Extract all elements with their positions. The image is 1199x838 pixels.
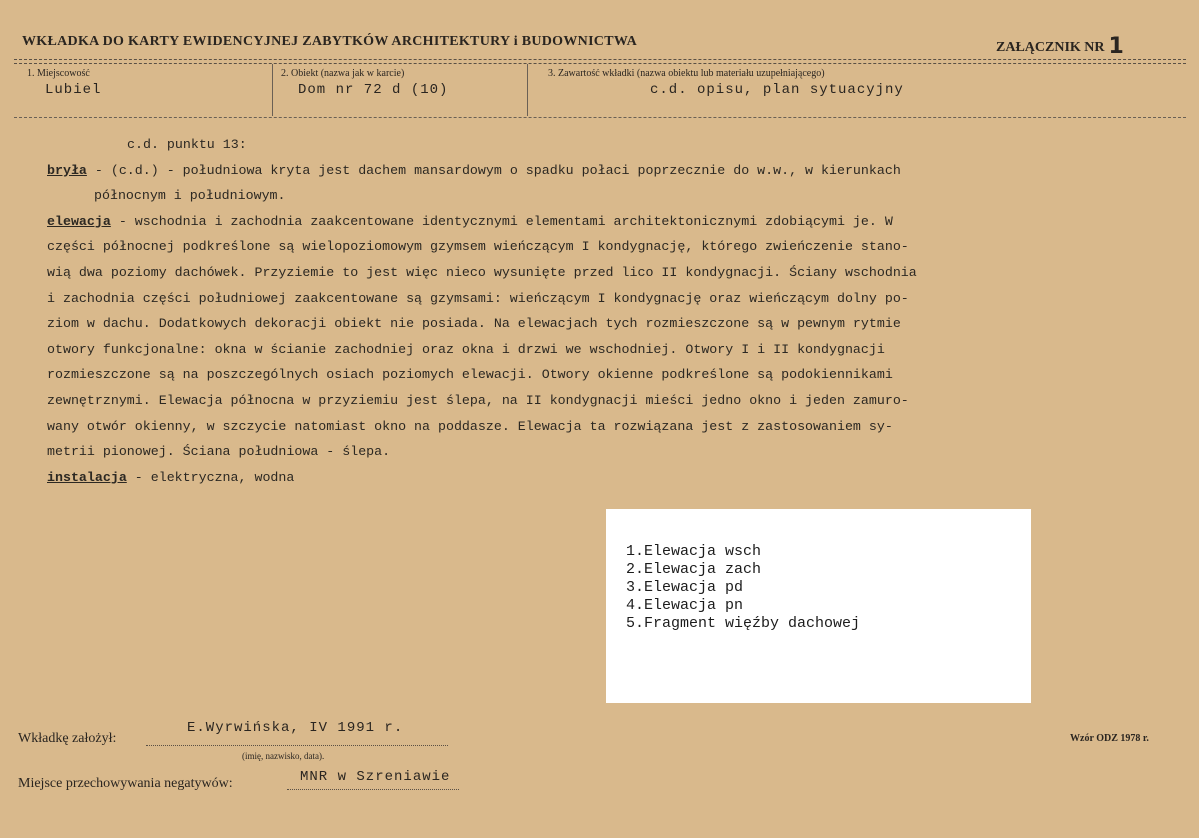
form-template-label: Wzór ODZ 1978 r. [1070,733,1149,744]
elewacja-line: metrii pionowej. Ściana południowa - ślepa. [47,444,391,460]
header-rule [14,59,1186,64]
annex-label [996,32,1124,57]
elewacja-line: wią dwa poziomy dachówek. Przyziemie to jest więc nieco wysunięte przed lico II kondygnacji. Ściany wschodnia [47,264,917,280]
continuation-line: c.d. punktu 13: [127,137,247,152]
bryla-paragraph [47,158,1157,209]
elewacja-line: i zachodnia części południowej zaakcentowane są gzymsami: wieńczącym I kondygnację oraz wieńczącym dolny po- [47,290,909,306]
negatives-label: Miejsce przechowywania negatywów: [18,776,233,791]
elewacja-line: - wschodnia i zachodnia zaakcentowane identycznymi elementami architektonicznymi zdobiącymi je. W [110,213,893,229]
instalacja-heading: instalacja [47,469,127,485]
negatives-value: MNR w Szreniawie [300,769,451,785]
elewacja-line: części północnej podkreślone są wielopoziomowym gzymsem wieńczącym I kondygnację, którego zwieńczenie stano- [47,239,909,255]
photo-list [626,543,860,633]
field-divider-1 [272,64,273,116]
locality-value: Lubiel [45,82,102,98]
elewacja-heading: elewacja [47,213,111,229]
elewacja-line: otwory funkcjonalne: okna w ścianie zachodniej oraz okna i drzwi we wschodniej. Otwory I i II kondygnacji [47,341,885,357]
description-text [47,132,1157,490]
bryla-text-cont: północnym i południowym. [94,188,286,204]
author-hint: (imię, nazwisko, data). [242,751,325,761]
elewacja-line: zewnętrznymi. Elewacja północna w przyziemiu jest ślepa, na II kondygnacji mieści jedno okno i jeden zamuro- [47,392,909,408]
negatives-dotline [287,789,459,790]
instalacja-paragraph [47,465,1157,491]
photo-list-item: 4.Elewacja pn [626,597,744,614]
photo-list-item: 1.Elewacja wsch [626,543,762,560]
elewacja-line: rozmieszczone są na poszczególnych osiach poziomych elewacji. Otwory okienne podkreślone są podokiennikami [47,367,893,383]
content-label: 3. Zawartość wkładki (nazwa obiektu lub materiału uzupełniającego) [548,68,825,79]
annex-label-text: ZAŁĄCZNIK NR [996,40,1105,55]
author-dotline [146,745,448,746]
instalacja-text: - elektryczna, wodna [126,469,295,485]
author-value: E.Wyrwińska, IV 1991 r. [187,720,404,736]
locality-label: 1. Miejscowość [27,68,90,79]
object-label: 2. Obiekt (nazwa jak w karcie) [281,68,405,79]
elewacja-line: wany otwór okienny, w szczycie natomiast okno na poddasze. Elewacja ta rozwiązana jest z zastosowaniem sy- [47,418,893,434]
field-divider-2 [527,64,528,116]
object-value: Dom nr 72 d (10) [298,82,449,98]
author-label: Wkładkę założył: [18,731,117,746]
photo-list-item: 3.Elewacja pd [626,579,744,596]
elewacja-paragraph [47,209,1157,465]
card-title: WKŁADKA DO KARTY EWIDENCYJNEJ ZABYTKÓW ARCHITEKTURY i BUDOWNICTWA [22,34,638,49]
elewacja-line: ziom w dachu. Dodatkowych dekoracji obiekt nie posiada. Na elewacjach tych rozmieszczone są w pewnym rytmie [47,316,901,332]
bryla-text: - (c.d.) - południowa kryta jest dachem mansardowym o spadku połaci poprzecznie do w.w., w kierunkach [86,162,901,178]
annex-number: 1 [1108,34,1124,59]
bryla-heading: bryła [47,162,87,178]
photo-list-item: 5.Fragment więźby dachowej [626,615,861,632]
fields-bottom-rule [14,117,1186,118]
content-value: c.d. opisu, plan sytuacyjny [650,82,904,98]
photo-list-item: 2.Elewacja zach [626,561,762,578]
